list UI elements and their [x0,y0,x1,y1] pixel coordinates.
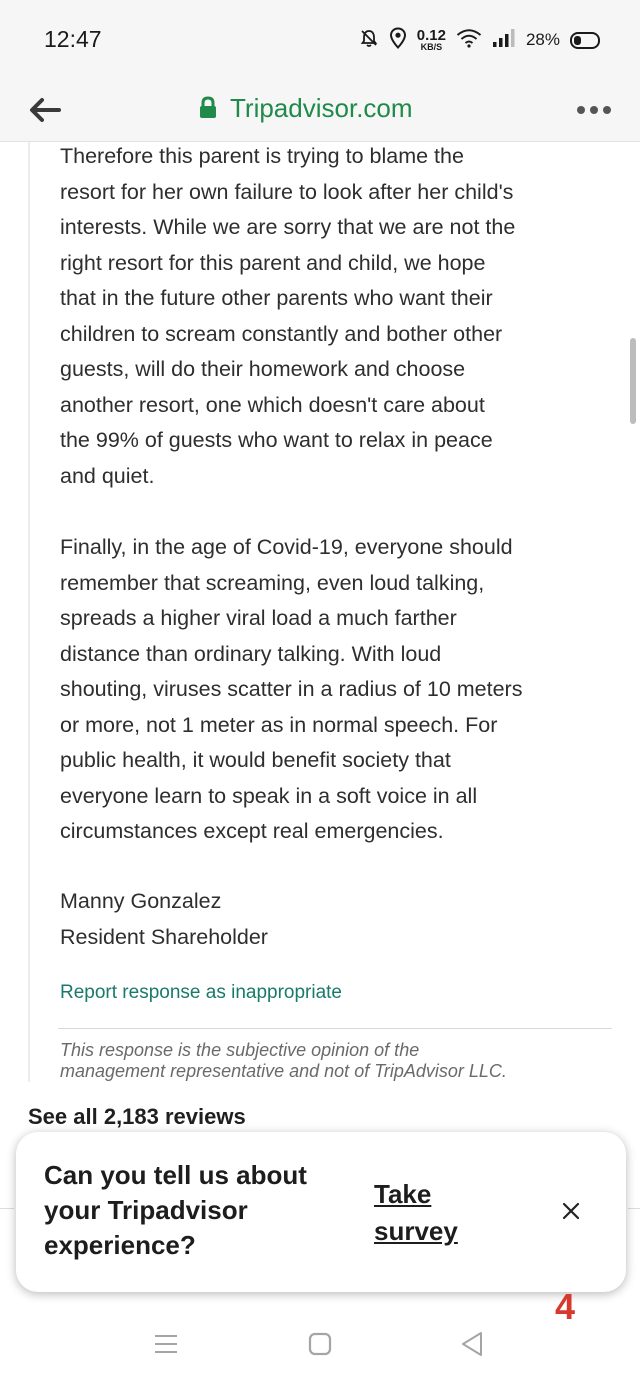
signal-icon [492,28,516,53]
divider [628,1208,640,1209]
home-button[interactable] [298,1322,342,1366]
response-paragraph-1: Therefore this parent is trying to blame the resort for her own failure to look after her child's interests. While we are sorry that we are not the right resort for this parent and child, we hope that in the future other parents who want their children to scream constantly and bother other guests, will do their homework and choose another resort, one which doesn't care about the 99% of guests who want to relax in peace and quiet. [60,144,516,488]
more-menu-button[interactable] [572,88,616,132]
url-text: Tripadvisor.com [230,92,413,123]
wifi-icon [456,28,482,53]
report-response-link[interactable]: Report response as inappropriate [60,982,343,1003]
recents-button[interactable] [144,1322,188,1366]
network-speed: 0.12 KB/S [416,27,446,52]
scrollbar-thumb[interactable] [630,338,636,424]
response-indent-line [28,142,30,1082]
status-icons [359,24,600,56]
see-all-reviews-link[interactable]: See all 2,183 reviews [28,1104,246,1129]
signature-title: Resident Shareholder [60,924,268,949]
survey-close-button[interactable] [554,1194,588,1228]
take-survey-link[interactable]: Take survey [374,1179,458,1246]
system-nav-bar [0,1296,640,1386]
more-dots-icon [577,106,585,114]
response-signature [60,884,620,955]
browser-toolbar [0,78,640,142]
lock-icon [198,96,218,120]
mute-bell-icon [359,28,379,53]
back-triangle-icon [460,1331,484,1357]
survey-prompt-card [16,1132,626,1292]
system-back-button[interactable] [450,1322,494,1366]
url-bar[interactable] [198,86,413,130]
review-response-section [0,142,640,1202]
recents-icon [154,1333,178,1355]
status-time: 12:47 [44,26,102,52]
signature-name: Manny Gonzalez [60,889,222,913]
divider [0,1208,14,1209]
divider [58,1028,612,1029]
status-bar [0,0,640,78]
corner-number: 4 [555,1286,576,1327]
location-icon [389,27,407,54]
response-paragraph-2: Finally, in the age of Covid-19, everyone should remember that screaming, even loud talking, spreads a higher viral load a much farther distance than ordinary talking. With loud shouting, viruses scatter in a radius of 10 meters or more, not 1 meter as in normal speech. For public health, it would benefit society that everyone learn to speak in a soft voice in all circumstances except real emergencies. [60,535,523,843]
close-icon [562,1202,580,1220]
back-arrow-icon [28,97,62,123]
response-disclaimer: This response is the subjective opinion of the management representative and not of TripAdvisor LLC. [60,1040,507,1081]
back-button[interactable] [22,88,68,132]
battery-icon [570,32,600,49]
home-icon [308,1332,332,1356]
battery-percent: 28% [525,30,560,49]
survey-question: Can you tell us about your Tripadvisor experience? [44,1160,307,1260]
